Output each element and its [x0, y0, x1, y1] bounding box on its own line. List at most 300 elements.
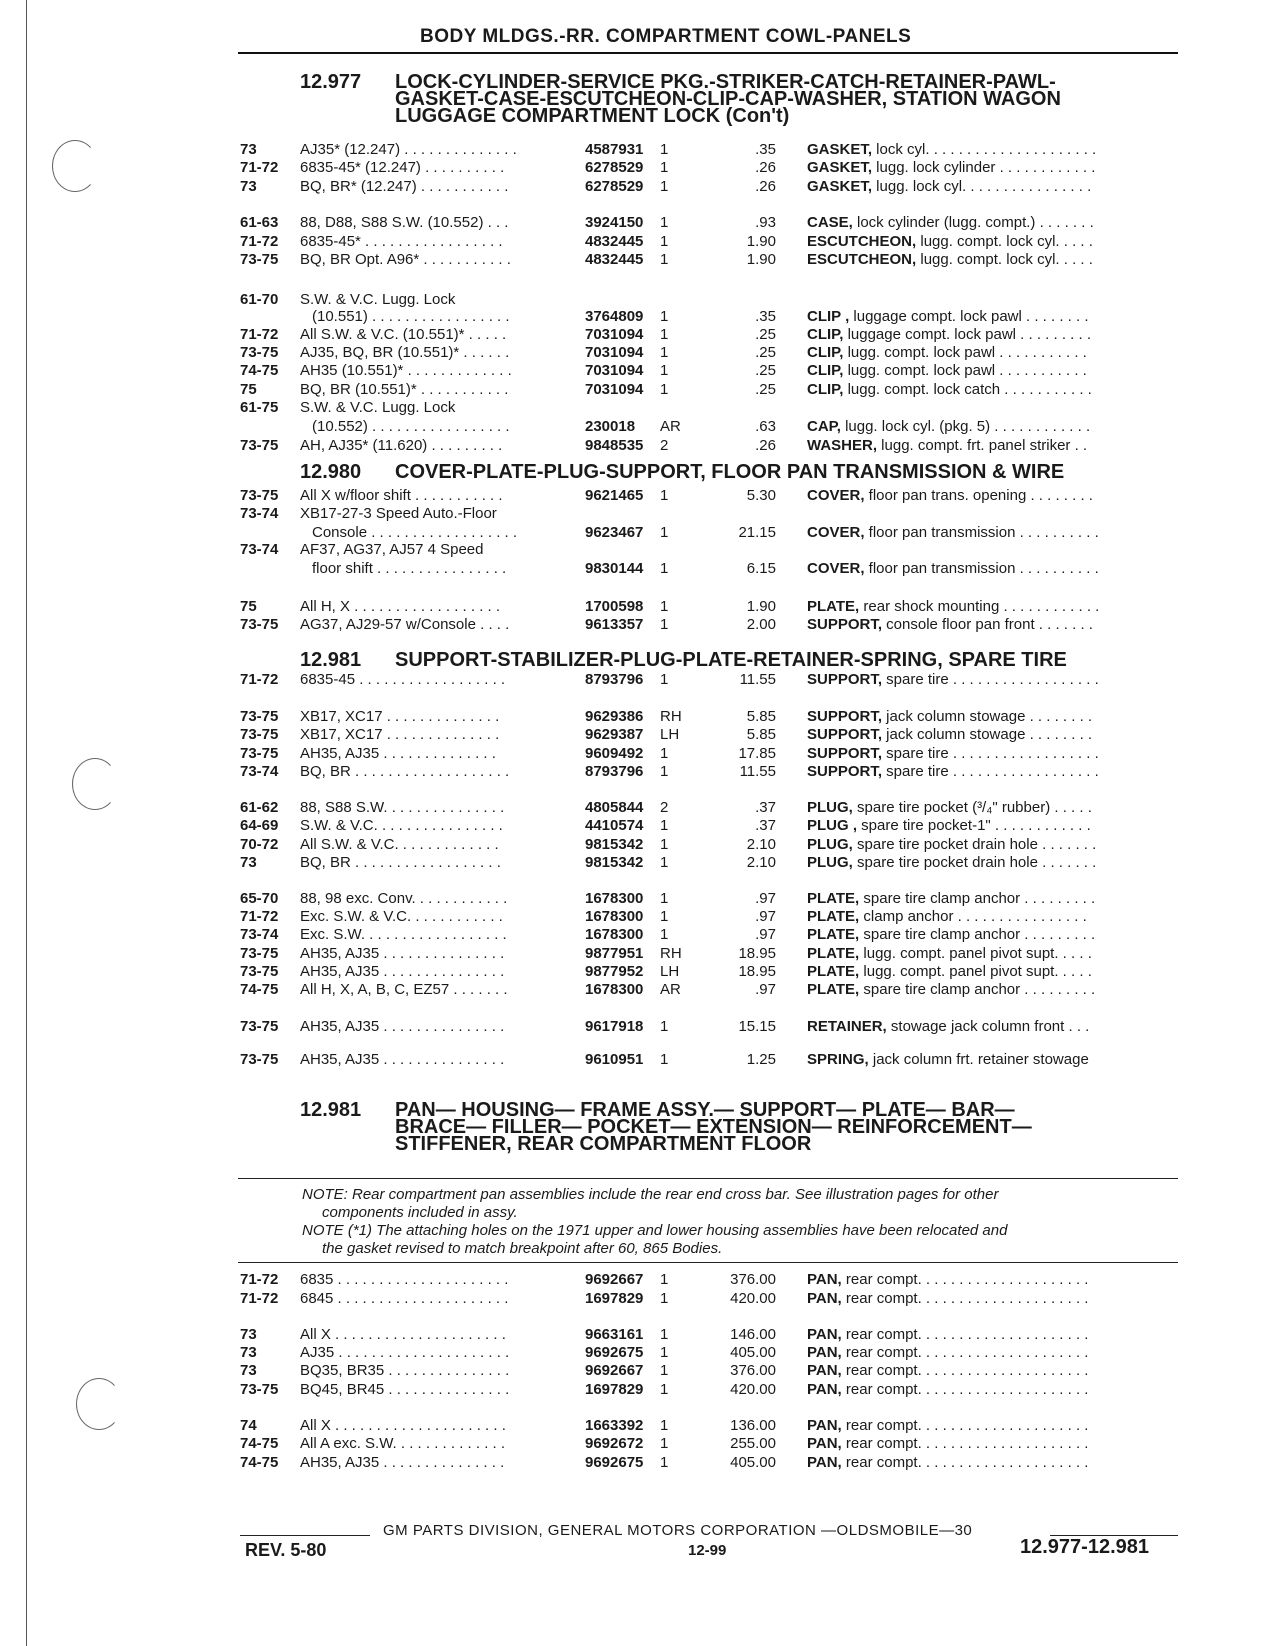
description [807, 1270, 1180, 1289]
part-name: COVER, [807, 560, 865, 577]
price: .25 [755, 326, 776, 343]
part-detail: lugg. lock cyl. . . . . . . . . . . . . . . . [872, 178, 1092, 195]
part-number: 4587931 [585, 141, 644, 158]
header-rule [238, 52, 1178, 54]
part-detail: lock cylinder (lugg. compt.) . . . . . . . [852, 214, 1094, 231]
application: AH35, AJ35 . . . . . . . . . . . . . . [300, 745, 496, 762]
parts-row [240, 250, 1180, 269]
part-number: 4832445 [585, 233, 644, 250]
part-number: 9623467 [585, 524, 644, 541]
part-detail: spare tire clamp anchor . . . . . . . . . [859, 926, 1096, 943]
part-detail: lock cyl. . . . . . . . . . . . . . . . . . . . . [872, 141, 1097, 158]
application: Console . . . . . . . . . . . . . . . . . . [312, 524, 518, 541]
part-detail: spare tire clamp anchor . . . . . . . . . [859, 890, 1096, 907]
part-detail: rear compt. . . . . . . . . . . . . . . . . . . . . [841, 1271, 1089, 1288]
application: S.W. & V.C. . . . . . . . . . . . . . . . [300, 817, 503, 834]
part-name: SPRING, [807, 1051, 869, 1068]
part-number: 9692667 [585, 1271, 644, 1288]
year-range: 61-70 [240, 291, 279, 308]
quantity: 1 [660, 616, 669, 633]
part-name: PAN, [807, 1344, 842, 1361]
parts-row [240, 1017, 1180, 1036]
part-number: 9610951 [585, 1051, 644, 1068]
parts-row [240, 962, 1180, 981]
parts-row [240, 158, 1180, 177]
part-detail: floor pan transmission . . . . . . . . . . [864, 524, 1099, 541]
part-name: CLIP , [807, 308, 850, 325]
quantity: 1 [660, 1454, 669, 1471]
part-number: 6278529 [585, 178, 644, 195]
description [807, 1017, 1180, 1036]
part-number: 9621465 [585, 487, 644, 504]
part-name: PAN, [807, 1326, 842, 1343]
part-name: CLIP, [807, 381, 844, 398]
part-number: 7031094 [585, 362, 644, 379]
description [807, 1325, 1180, 1344]
year-range: 73-75 [240, 616, 279, 633]
application: AF37, AG37, AJ57 4 Speed [300, 541, 484, 558]
description [807, 853, 1180, 872]
price: 420.00 [730, 1381, 776, 1398]
part-name: PLATE, [807, 890, 860, 907]
price: 18.95 [738, 963, 776, 980]
part-name: PAN, [807, 1417, 842, 1434]
quantity: 1 [660, 251, 669, 268]
quantity: 1 [660, 745, 669, 762]
quantity: 2 [660, 437, 669, 454]
parts-row [240, 816, 1180, 835]
application: S.W. & V.C. Lugg. Lock [300, 399, 456, 416]
part-detail: rear compt. . . . . . . . . . . . . . . . . . . . . [841, 1290, 1089, 1307]
part-detail: rear compt. . . . . . . . . . . . . . . . . . . . . [841, 1326, 1089, 1343]
price: .37 [755, 817, 776, 834]
application: AG37, AJ29-57 w/Console . . . . [300, 616, 510, 633]
application: AH35 (10.551)* . . . . . . . . . . . . . [300, 362, 512, 379]
application: BQ, BR* (12.247) . . . . . . . . . . . [300, 178, 509, 195]
part-detail: spare tire . . . . . . . . . . . . . . . . . . [882, 745, 1099, 762]
part-number: 9877952 [585, 963, 644, 980]
part-name: PLATE, [807, 945, 860, 962]
year-range: 74-75 [240, 981, 279, 998]
part-name: ESCUTCHEON, [807, 251, 917, 268]
part-detail: rear compt. . . . . . . . . . . . . . . . . . . . . [841, 1362, 1089, 1379]
part-number: 1678300 [585, 908, 644, 925]
quantity: 1 [660, 178, 669, 195]
part-detail: spare tire pocket-1" . . . . . . . . . . . . [857, 817, 1091, 834]
part-detail: spare tire . . . . . . . . . . . . . . . . . . [882, 671, 1099, 688]
description [807, 744, 1180, 763]
description [807, 1343, 1180, 1362]
quantity: 1 [660, 763, 669, 780]
year-range: 71-72 [240, 233, 279, 250]
quantity: 1 [660, 854, 669, 871]
price: .93 [755, 214, 776, 231]
part-name: PAN, [807, 1362, 842, 1379]
part-detail: jack column frt. retainer stowage [868, 1051, 1089, 1068]
description [807, 325, 1180, 344]
part-detail: stowage jack column front . . . [886, 1018, 1090, 1035]
part-detail: lugg. compt. lock catch . . . . . . . . . . . [843, 381, 1092, 398]
group-range: 12.977-12.981 [1020, 1536, 1150, 1558]
application: Exc. S.W. . . . . . . . . . . . . . . . . . [300, 926, 507, 943]
part-detail: luggage compt. lock pawl . . . . . . . . . [843, 326, 1092, 343]
part-number: 7031094 [585, 326, 644, 343]
parts-row [240, 486, 1180, 505]
description [807, 250, 1180, 269]
quantity: 2 [660, 799, 669, 816]
quantity: AR [660, 981, 681, 998]
section-title-line: BRACE— FILLER— POCKET— EXTENSION— REINFORCEMENT— [395, 1116, 1032, 1138]
part-name: PAN, [807, 1290, 842, 1307]
price: 2.10 [746, 836, 776, 853]
parts-row [240, 307, 1180, 326]
price: 2.10 [746, 854, 776, 871]
quantity: 1 [660, 308, 669, 325]
part-detail: rear compt. . . . . . . . . . . . . . . . . . . . . [841, 1381, 1089, 1398]
quantity: 1 [660, 598, 669, 615]
price: 146.00 [730, 1326, 776, 1343]
application: All S.W. & V.C. (10.551)* . . . . . [300, 326, 507, 343]
year-range: 70-72 [240, 836, 279, 853]
quantity: 1 [660, 1435, 669, 1452]
parts-row [240, 1270, 1180, 1289]
parts-row [240, 744, 1180, 763]
part-number: 6278529 [585, 159, 644, 176]
parts-row [240, 798, 1180, 817]
part-name: PLUG, [807, 854, 853, 871]
year-range: 74-75 [240, 1454, 279, 1471]
application: 6835 . . . . . . . . . . . . . . . . . . . . . [300, 1271, 509, 1288]
part-number: 9815342 [585, 836, 644, 853]
parts-row [240, 1434, 1180, 1453]
parts-row [240, 925, 1180, 944]
section-title-line: GASKET-CASE-ESCUTCHEON-CLIP-CAP-WASHER, STATION WAGON [395, 88, 1061, 110]
price: 21.15 [738, 524, 776, 541]
parts-row [240, 1325, 1180, 1344]
notes-top-rule [238, 1178, 1178, 1179]
application: BQ35, BR35 . . . . . . . . . . . . . . . [300, 1362, 510, 1379]
parts-row [240, 436, 1180, 455]
description [807, 1453, 1180, 1472]
application: BQ, BR . . . . . . . . . . . . . . . . . . . [300, 763, 510, 780]
part-number: 4410574 [585, 817, 644, 834]
section-title-line: LUGGAGE COMPARTMENT LOCK (Con't) [395, 105, 790, 127]
parts-row [240, 1289, 1180, 1308]
price: 18.95 [738, 945, 776, 962]
price: 405.00 [730, 1344, 776, 1361]
quantity: 1 [660, 159, 669, 176]
description [807, 1434, 1180, 1453]
part-name: CLIP, [807, 344, 844, 361]
part-detail: lugg. compt. lock cyl. . . . . [916, 251, 1093, 268]
parts-row [240, 707, 1180, 726]
description [807, 816, 1180, 835]
quantity: 1 [660, 817, 669, 834]
price: .97 [755, 926, 776, 943]
quantity: 1 [660, 908, 669, 925]
application: AH35, AJ35 . . . . . . . . . . . . . . . [300, 1051, 505, 1068]
year-range: 73-74 [240, 926, 279, 943]
quantity: RH [660, 708, 682, 725]
quantity: 1 [660, 362, 669, 379]
part-number: 8793796 [585, 763, 644, 780]
part-name: GASKET, [807, 178, 873, 195]
part-name: GASKET, [807, 159, 873, 176]
section-number: 12.981 [300, 1099, 362, 1121]
year-range: 71-72 [240, 908, 279, 925]
year-range: 73 [240, 1326, 257, 1343]
year-range: 71-72 [240, 671, 279, 688]
parts-row [240, 361, 1180, 380]
description [807, 436, 1180, 455]
parts-row [240, 417, 1180, 436]
description [807, 1380, 1180, 1399]
part-name: PLATE, [807, 908, 860, 925]
punch-hole-top [52, 140, 98, 192]
price: 255.00 [730, 1435, 776, 1452]
parts-row [240, 980, 1180, 999]
parts-row [240, 232, 1180, 251]
parts-row [240, 907, 1180, 926]
part-detail: rear compt. . . . . . . . . . . . . . . . . . . . . [841, 1417, 1089, 1434]
part-detail: rear compt. . . . . . . . . . . . . . . . . . . . . [841, 1454, 1089, 1471]
parts-row [240, 325, 1180, 344]
description [807, 1289, 1180, 1308]
application: All A exc. S.W. . . . . . . . . . . . . . [300, 1435, 506, 1452]
description [807, 889, 1180, 908]
quantity: 1 [660, 836, 669, 853]
parts-row [240, 615, 1180, 634]
price: 1.90 [746, 251, 776, 268]
application: All X . . . . . . . . . . . . . . . . . . . . . [300, 1417, 506, 1434]
part-detail: lugg. compt. lock pawl . . . . . . . . . . . [843, 362, 1087, 379]
year-range: 71-72 [240, 159, 279, 176]
part-number: 1678300 [585, 926, 644, 943]
part-detail: spare tire . . . . . . . . . . . . . . . . . . [882, 763, 1099, 780]
year-range: 73-75 [240, 963, 279, 980]
quantity: 1 [660, 326, 669, 343]
description [807, 980, 1180, 999]
quantity: 1 [660, 1018, 669, 1035]
price: .97 [755, 981, 776, 998]
price: .63 [755, 418, 776, 435]
parts-row [240, 1380, 1180, 1399]
year-range: 73-75 [240, 745, 279, 762]
part-detail: lugg. lock cyl. (pkg. 5) . . . . . . . . . . . . [840, 418, 1091, 435]
quantity: 1 [660, 1417, 669, 1434]
application: AH35, AJ35 . . . . . . . . . . . . . . . [300, 1018, 505, 1035]
price: .37 [755, 799, 776, 816]
price: 5.30 [746, 487, 776, 504]
application: S.W. & V.C. Lugg. Lock [300, 291, 456, 308]
parts-row [240, 177, 1180, 196]
application: BQ, BR (10.551)* . . . . . . . . . . . [300, 381, 509, 398]
application: 6845 . . . . . . . . . . . . . . . . . . . . . [300, 1290, 509, 1307]
year-range: 71-72 [240, 1271, 279, 1288]
description [807, 307, 1180, 326]
part-name: CLIP, [807, 362, 844, 379]
quantity: 1 [660, 1271, 669, 1288]
quantity: 1 [660, 487, 669, 504]
part-number: 9629387 [585, 726, 644, 743]
price: 1.90 [746, 233, 776, 250]
part-number: 1663392 [585, 1417, 644, 1434]
price: 136.00 [730, 1417, 776, 1434]
year-range: 73-75 [240, 344, 279, 361]
description [807, 140, 1180, 159]
part-name: SUPPORT, [807, 745, 883, 762]
description [807, 1050, 1180, 1069]
year-range: 73-74 [240, 763, 279, 780]
year-range: 64-69 [240, 817, 279, 834]
quantity: RH [660, 945, 682, 962]
application: AH35, AJ35 . . . . . . . . . . . . . . . [300, 945, 505, 962]
quantity: LH [660, 963, 680, 980]
part-detail: rear compt. . . . . . . . . . . . . . . . . . . . . [841, 1435, 1089, 1452]
application: AH35, AJ35 . . . . . . . . . . . . . . . [300, 963, 505, 980]
part-name: PLUG , [807, 817, 858, 834]
quantity: 1 [660, 233, 669, 250]
part-number: 9692675 [585, 1454, 644, 1471]
year-range: 73 [240, 854, 257, 871]
part-detail: luggage compt. lock pawl . . . . . . . . [849, 308, 1089, 325]
price: .26 [755, 159, 776, 176]
part-name: WASHER, [807, 437, 878, 454]
part-number: 1700598 [585, 598, 644, 615]
price: .35 [755, 141, 776, 158]
part-name: PAN, [807, 1435, 842, 1452]
part-detail: clamp anchor . . . . . . . . . . . . . . . . [859, 908, 1087, 925]
footer-division: GM PARTS DIVISION, GENERAL MOTORS CORPORATION —OLDSMOBILE—30 [383, 1522, 973, 1539]
part-number: 9663161 [585, 1326, 644, 1343]
part-name: PLUG, [807, 836, 853, 853]
price: 5.85 [746, 726, 776, 743]
application: Exc. S.W. & V.C. . . . . . . . . . . . [300, 908, 503, 925]
parts-row [240, 1343, 1180, 1362]
part-number: 4805844 [585, 799, 644, 816]
revision-label: REV. 5-80 [245, 1540, 327, 1560]
part-name: CAP, [807, 418, 841, 435]
parts-row [240, 559, 1180, 578]
price: 5.85 [746, 708, 776, 725]
parts-row [240, 343, 1180, 362]
price: 11.55 [739, 763, 776, 780]
part-name: PLATE, [807, 981, 860, 998]
application: 6835-45 . . . . . . . . . . . . . . . . . . [300, 671, 506, 688]
part-detail: spare tire clamp anchor . . . . . . . . . [859, 981, 1096, 998]
application: XB17, XC17 . . . . . . . . . . . . . . [300, 708, 500, 725]
part-number: 9692672 [585, 1435, 644, 1452]
punch-hole-middle [72, 758, 118, 810]
parts-row [240, 725, 1180, 744]
part-detail: floor pan transmission . . . . . . . . . . [864, 560, 1099, 577]
quantity: 1 [660, 381, 669, 398]
price: .25 [755, 344, 776, 361]
part-number: 3924150 [585, 214, 644, 231]
part-detail: lugg. compt. lock cyl. . . . . [916, 233, 1093, 250]
year-range: 61-62 [240, 799, 279, 816]
description [807, 417, 1180, 436]
part-number: 9629386 [585, 708, 644, 725]
quantity: 1 [660, 560, 669, 577]
description [807, 907, 1180, 926]
part-detail: lugg. compt. panel pivot supt. . . . . [859, 945, 1092, 962]
description [807, 962, 1180, 981]
application: floor shift . . . . . . . . . . . . . . . . [312, 560, 507, 577]
parts-row [240, 1453, 1180, 1472]
notes-block [302, 1186, 1202, 1258]
note-line: NOTE: Rear compartment pan assemblies include the rear end cross bar. See illustration pages for other [302, 1186, 999, 1203]
year-range: 74 [240, 1417, 257, 1434]
parts-row [240, 944, 1180, 963]
price: 420.00 [730, 1290, 776, 1307]
price: 376.00 [730, 1271, 776, 1288]
notes-bottom-rule [238, 1262, 1178, 1263]
price: 2.00 [746, 616, 776, 633]
price: 11.55 [739, 671, 776, 688]
application: All X w/floor shift . . . . . . . . . . . [300, 487, 503, 504]
parts-row [240, 670, 1180, 689]
quantity: AR [660, 418, 681, 435]
description [807, 925, 1180, 944]
year-range: 73-75 [240, 437, 279, 454]
note-line: the gasket revised to match breakpoint after 60, 865 Bodies. [322, 1240, 723, 1257]
application: AJ35* (12.247) . . . . . . . . . . . . . . [300, 141, 517, 158]
year-range: 73-75 [240, 1018, 279, 1035]
quantity: 1 [660, 1344, 669, 1361]
year-range: 73 [240, 178, 257, 195]
year-range: 73-75 [240, 1051, 279, 1068]
part-number: 9877951 [585, 945, 644, 962]
part-name: ESCUTCHEON, [807, 233, 917, 250]
section-title-line: LOCK-CYLINDER-SERVICE PKG.-STRIKER-CATCH-RETAINER-PAWL- [395, 71, 1056, 93]
application: AH, AJ35* (11.620) . . . . . . . . . [300, 437, 503, 454]
quantity: 1 [660, 344, 669, 361]
page-header-title: BODY MLDGS.-RR. COMPARTMENT COWL-PANELS [420, 26, 912, 47]
part-number: 9692667 [585, 1362, 644, 1379]
application: 88, 98 exc. Conv. . . . . . . . . . . . [300, 890, 508, 907]
part-detail: spare tire pocket drain hole . . . . . . . [852, 836, 1097, 853]
description [807, 798, 1180, 817]
price: 1.25 [746, 1051, 776, 1068]
year-range: 74-75 [240, 1435, 279, 1452]
description [807, 559, 1180, 578]
part-name: CLIP, [807, 326, 844, 343]
year-range: 61-75 [240, 399, 279, 416]
part-name: SUPPORT, [807, 616, 883, 633]
part-detail: lugg. lock cylinder . . . . . . . . . . . . [872, 159, 1096, 176]
year-range: 73 [240, 141, 257, 158]
parts-row [240, 540, 1180, 559]
parts-row [240, 835, 1180, 854]
year-range: 73 [240, 1362, 257, 1379]
application: 88, S88 S.W. . . . . . . . . . . . . . . [300, 799, 505, 816]
part-number: 4832445 [585, 251, 644, 268]
description [807, 707, 1180, 726]
parts-row [240, 398, 1180, 417]
part-name: PAN, [807, 1271, 842, 1288]
part-name: SUPPORT, [807, 726, 883, 743]
part-detail: rear shock mounting . . . . . . . . . . . . [859, 598, 1100, 615]
year-range: 73-75 [240, 708, 279, 725]
application: BQ45, BR45 . . . . . . . . . . . . . . . [300, 1381, 510, 1398]
price: .25 [755, 362, 776, 379]
part-number: 8793796 [585, 671, 644, 688]
section-number: 12.977 [300, 71, 362, 93]
year-range: 73-74 [240, 541, 279, 558]
application: XB17-27-3 Speed Auto.-Floor [300, 505, 497, 522]
quantity: 1 [660, 214, 669, 231]
